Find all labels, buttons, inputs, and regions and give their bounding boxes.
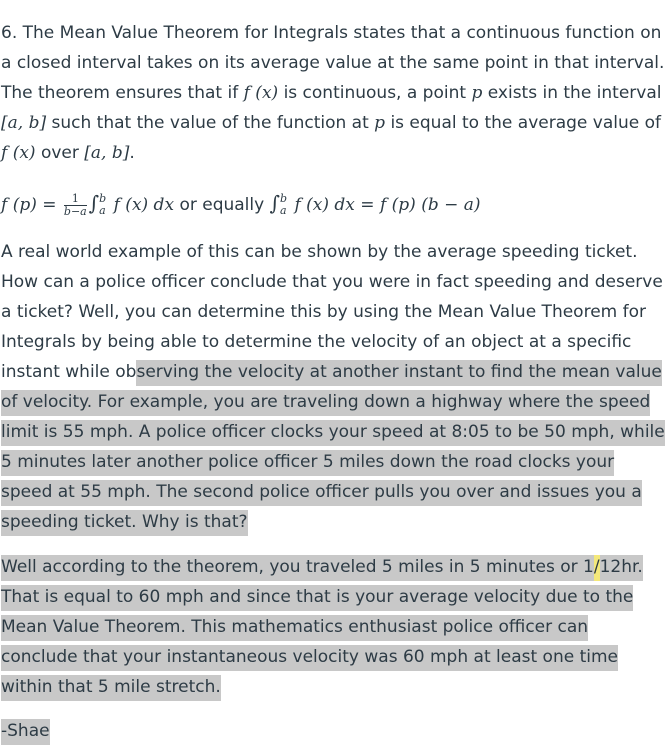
conclusion-text-after[interactable]: 12hr. That is equal to 60 mph and since that is your average velocity due to the Mean Value Theorem. This mathematics enthusiast police officer can conclude that your instantaneous velocity was 60 mph at least one time within that 5 mile stretch. [1,555,643,701]
integral-upper-1: b [99,192,107,205]
example-highlighted-text[interactable]: serving the velocity at another instant to find the mean value of velocity. For example, you are traveling down a highway where the speed limit is 55 mph. A police officer clocks your speed at 8:05 to be 50 mph, while 5 minutes later another police officer 5 miles down the road clocks your speed at 55 mph. The second police officer pulls you over and issues you a speeding ticket. Why is that? [1,360,665,536]
author-signature[interactable]: -Shae [1,719,50,745]
p-math-2: p [374,113,386,133]
theorem-text-5: is equal to the average value of [385,113,661,133]
formula-integrand-2: f (x) dx = f (p) (b − a) [294,195,481,215]
integral-limits-2 [280,193,287,217]
fx-math-2: f (x) [1,143,36,163]
fraction-numerator: 1 [64,193,87,206]
text-cursor-mark[interactable]: / [594,555,600,581]
p-math-1: p [471,83,483,103]
signature-paragraph [1,716,667,746]
integral-sign-2: ∫ [269,191,281,215]
integral-upper-2: b [280,192,288,205]
formula-fraction [64,193,87,218]
formula-connector: or equally [179,195,265,215]
fx-math-1: f (x) [243,83,279,103]
conclusion-text-before[interactable]: Well according to the theorem, you traveled 5 miles in 5 minutes or 1 [1,555,594,581]
theorem-paragraph [1,18,667,168]
integral-limits-1 [99,193,106,217]
theorem-text-6: over [35,143,85,163]
example-paragraph [1,237,667,537]
interval-math-1: [a, b] [1,113,47,133]
integral-lower-1: a [99,204,106,217]
interval-math-2: [a, b] [84,143,130,163]
formula-integrand-1: f (x) dx [113,195,175,215]
theorem-text-3: exists in the interval [482,83,662,103]
formula-lhs: f (p) = [1,195,57,215]
fraction-denominator: b−a [63,204,87,218]
integral-lower-2: a [280,204,287,217]
theorem-intro-text: 6. The Mean Value Theorem for Integrals states that a continuous function on a closed interval takes on its average value at the same point in that interval. The theorem ensures that if [1,23,665,103]
theorem-text-end: . [129,143,135,163]
theorem-text-4: such that the value of the function at [46,113,375,133]
mvt-formula [1,188,667,220]
theorem-text-2: is continuous, a point [278,83,472,103]
integral-sign-1: ∫ [88,191,100,215]
conclusion-paragraph [1,552,667,702]
example-plain-text: A real world example of this can be shown by the average speeding ticket. How can a police officer conclude that you were in fact speeding and deserve a ticket? Well, you can determine this by using the Mean Value Theorem for Integrals by being able to determine the velocity of an object at a specific instant while ob [1,242,663,382]
